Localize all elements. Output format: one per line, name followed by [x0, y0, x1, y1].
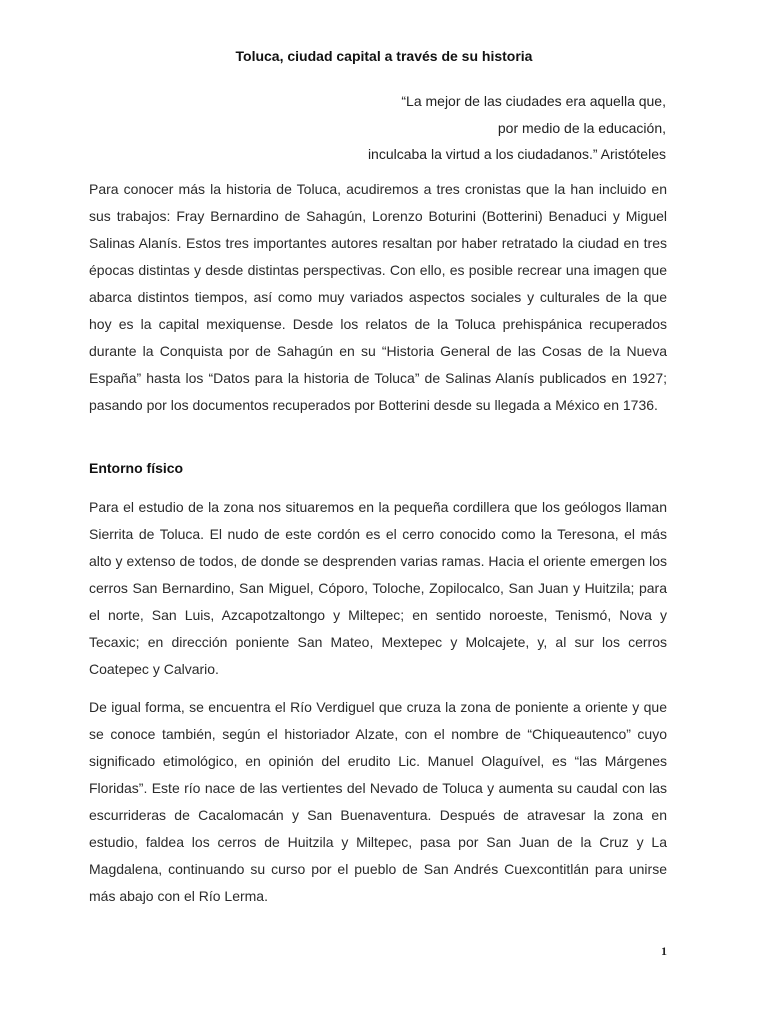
epigraph-line: inculcaba la virtud a los ciudadanos.” Aristóteles — [367, 146, 666, 162]
page-number: 1 — [661, 944, 667, 958]
section-heading: Entorno físico — [89, 460, 184, 476]
paragraph-intro: Para conocer más la historia de Toluca, acudiremos a tres cronistas que la han incluido en sus trabajos: Fray Bernardino de Sahagún, Lorenzo Boturini (Botterini) Benaduci y Miguel Salinas Alanís. Estos tres importantes autores resaltan por haber retratado la ciudad en tres épocas distintas y desde distintas perspectivas. Con ello, es posible recrear una imagen que abarca distintos tiempos, así como muy variados aspectos sociales y culturales de la que hoy es la capital mexiquense. Desde los relatos de la Toluca prehispánica recuperados durante la Conquista por de Sahagún en su “Historia General de las Cosas de la Nueva España” hasta los “Datos para la historia de Toluca” de Salinas Alanís publicados en 1927; pasando por los documentos recuperados por Botterini desde su llegada a México en 1736. — [89, 181, 667, 413]
epigraph-quote — [106, 88, 666, 168]
document-title: Toluca, ciudad capital a través de su historia — [235, 48, 533, 64]
epigraph-line: por medio de la educación, — [497, 119, 666, 136]
paragraph-sierrita: Para el estudio de la zona nos situaremos en la pequeña cordillera que los geólogos llaman Sierrita de Toluca. El nudo de este cordón es el cerro conocido como la Teresona, el más alto y extenso de todos, de donde se desprenden varias ramas. Hacia el oriente emergen los cerros San Bernardino, San Miguel, Cóporo, Toloche, Zopilocalco, San Juan y Huitzila; para el norte, San Luis, Azcapotzaltongo y Miltepec; en sentido noroeste, Tenismó, Nova y Tecaxic; en dirección poniente San Mateo, Mextepec y Molcajete, y, al sur los cerros Coatepec y Calvario. — [89, 499, 667, 677]
epigraph-line: “La mejor de las ciudades era aquella que, — [401, 93, 666, 109]
paragraph-rio: De igual forma, se encuentra el Río Verdiguel que cruza la zona de poniente a oriente y que se conoce también, según el historiador Alzate, con el nombre de “Chiqueautenco” cuyo significado etimológico, en opinión del erudito Lic. Manuel Olaguível, es “las Márgenes Floridas”. Este río nace de las vertientes del Nevado de Toluca y aumenta su caudal con las escurrideras de Cacalomacán y San Buenaventura. Después de atravesar la zona en estudio, faldea los cerros de Huitzila y Miltepec, pasa por San Juan de la Cruz y La Magdalena, continuando su curso por el pueblo de San Andrés Cuexcontitlán para unirse más abajo con el Río Lerma. — [89, 699, 667, 904]
